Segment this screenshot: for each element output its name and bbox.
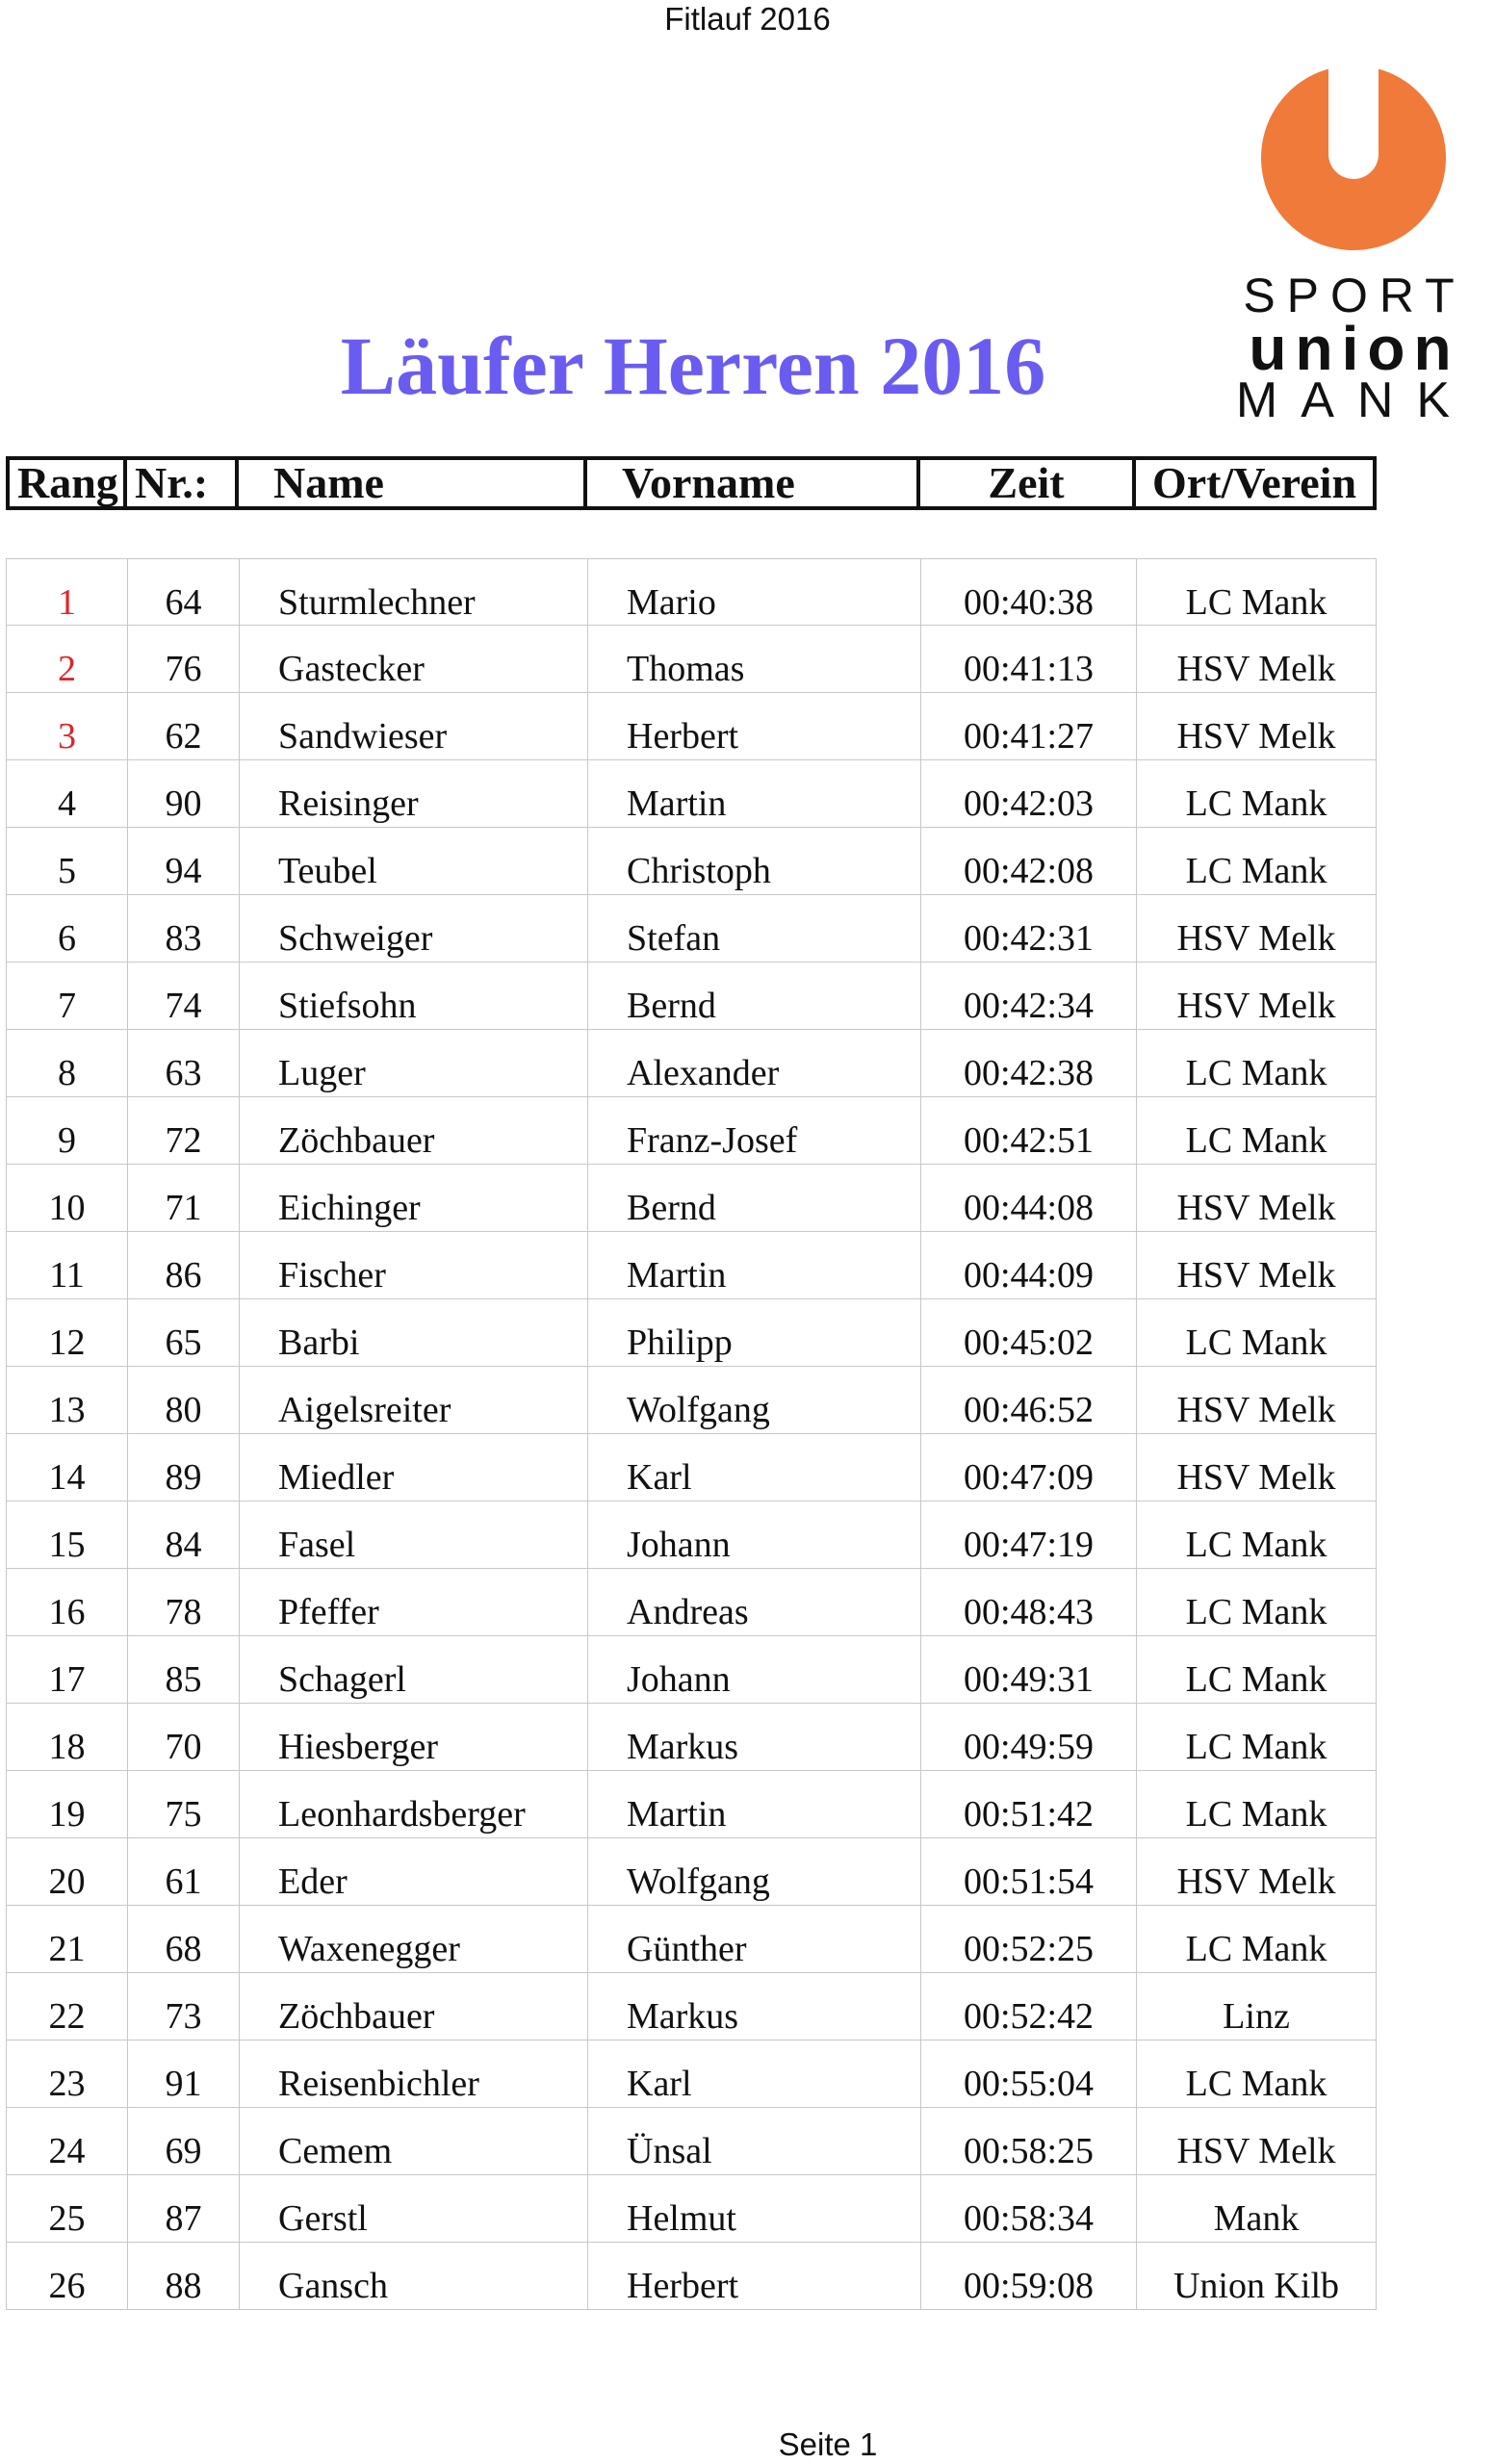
zeit-cell: 00:47:09 — [920, 1434, 1136, 1501]
table-row — [6, 760, 1377, 828]
nr-cell: 62 — [127, 693, 239, 759]
table-header — [6, 456, 1377, 510]
table-row — [6, 1097, 1377, 1165]
vorname-cell: Wolfgang — [587, 1838, 920, 1905]
rank-cell: 7 — [6, 962, 127, 1029]
rank-cell: 9 — [6, 1097, 127, 1164]
ort-cell: LC Mank — [1136, 1906, 1377, 1972]
ort-cell: LC Mank — [1136, 828, 1377, 894]
rank-cell: 10 — [6, 1165, 127, 1231]
name-cell: Gastecker — [239, 626, 587, 692]
ort-cell: LC Mank — [1136, 1299, 1377, 1366]
vorname-cell: Markus — [587, 1973, 920, 2040]
ort-cell: LC Mank — [1136, 1569, 1377, 1635]
vorname-cell: Günther — [587, 1906, 920, 1972]
table-row — [6, 1502, 1377, 1569]
table-row — [6, 1569, 1377, 1636]
ort-cell: HSV Melk — [1136, 693, 1377, 759]
vorname-cell: Philipp — [587, 1299, 920, 1366]
rank-cell: 14 — [6, 1434, 127, 1501]
name-cell: Cemem — [239, 2108, 587, 2174]
rank-cell: 5 — [6, 828, 127, 894]
vorname-cell: Herbert — [587, 693, 920, 759]
ort-cell: HSV Melk — [1136, 626, 1377, 692]
ort-cell: HSV Melk — [1136, 1434, 1377, 1501]
logo-mank-text: MANK — [1235, 372, 1474, 428]
vorname-cell: Johann — [587, 1502, 920, 1568]
zeit-cell: 00:58:34 — [920, 2175, 1136, 2242]
ort-cell: Mank — [1136, 2175, 1377, 2242]
name-cell: Barbi — [239, 1299, 587, 1366]
zeit-cell: 00:44:08 — [920, 1165, 1136, 1231]
table-row — [6, 558, 1377, 626]
table-row — [6, 2175, 1377, 2243]
table-row — [6, 626, 1377, 693]
vorname-cell: Thomas — [587, 626, 920, 692]
nr-cell: 87 — [127, 2175, 239, 2242]
rank-cell: 25 — [6, 2175, 127, 2242]
vorname-cell: Bernd — [587, 962, 920, 1029]
vorname-cell: Markus — [587, 1704, 920, 1770]
rank-cell: 26 — [6, 2243, 127, 2309]
table-row — [6, 1636, 1377, 1704]
rank-cell: 2 — [6, 626, 127, 692]
name-cell: Hiesberger — [239, 1704, 587, 1770]
name-cell: Gansch — [239, 2243, 587, 2309]
table-row — [6, 1232, 1377, 1299]
name-cell: Zöchbauer — [239, 1097, 587, 1164]
vorname-cell: Christoph — [587, 828, 920, 894]
vorname-cell: Karl — [587, 1434, 920, 1501]
zeit-cell: 00:40:38 — [920, 559, 1136, 626]
logo-union-text: union — [1249, 314, 1460, 383]
zeit-cell: 00:49:59 — [920, 1704, 1136, 1770]
ort-cell: HSV Melk — [1136, 1367, 1377, 1433]
nr-cell: 94 — [127, 828, 239, 894]
vorname-cell: Franz-Josef — [587, 1097, 920, 1164]
rank-cell: 8 — [6, 1030, 127, 1096]
name-cell: Miedler — [239, 1434, 587, 1501]
rank-cell: 4 — [6, 760, 127, 827]
nr-cell: 71 — [127, 1165, 239, 1231]
table-row — [6, 2243, 1377, 2310]
rank-cell: 3 — [6, 693, 127, 759]
zeit-cell: 00:42:51 — [920, 1097, 1136, 1164]
zeit-cell: 00:42:38 — [920, 1030, 1136, 1096]
vorname-cell: Herbert — [587, 2243, 920, 2309]
name-cell: Fasel — [239, 1502, 587, 1568]
table-row — [6, 1367, 1377, 1434]
nr-cell: 74 — [127, 962, 239, 1029]
table-row — [6, 1434, 1377, 1502]
name-cell: Luger — [239, 1030, 587, 1096]
nr-cell: 78 — [127, 1569, 239, 1635]
vorname-cell: Wolfgang — [587, 1367, 920, 1433]
ort-cell: LC Mank — [1136, 1502, 1377, 1568]
union-u-logo-icon — [1257, 65, 1450, 250]
nr-cell: 84 — [127, 1502, 239, 1568]
column-header-nr: Nr.: — [127, 460, 239, 506]
zeit-cell: 00:47:19 — [920, 1502, 1136, 1568]
name-cell: Gerstl — [239, 2175, 587, 2242]
column-header-name: Name — [239, 460, 587, 506]
table-row — [6, 1299, 1377, 1367]
vorname-cell: Bernd — [587, 1165, 920, 1231]
zeit-cell: 00:46:52 — [920, 1367, 1136, 1433]
name-cell: Reisinger — [239, 760, 587, 827]
nr-cell: 86 — [127, 1232, 239, 1298]
zeit-cell: 00:41:27 — [920, 693, 1136, 759]
vorname-cell: Martin — [587, 1232, 920, 1298]
zeit-cell: 00:55:04 — [920, 2040, 1136, 2107]
nr-cell: 64 — [127, 559, 239, 626]
page-header: Fitlauf 2016 — [664, 1, 831, 37]
table-row — [6, 828, 1377, 895]
table-row — [6, 962, 1377, 1030]
ort-cell: LC Mank — [1136, 1704, 1377, 1770]
name-cell: Fischer — [239, 1232, 587, 1298]
rank-cell: 18 — [6, 1704, 127, 1770]
rank-cell: 19 — [6, 1771, 127, 1837]
nr-cell: 91 — [127, 2040, 239, 2107]
results-table — [6, 558, 1377, 2310]
nr-cell: 75 — [127, 1771, 239, 1837]
name-cell: Zöchbauer — [239, 1973, 587, 2040]
nr-cell: 72 — [127, 1097, 239, 1164]
rank-cell: 6 — [6, 895, 127, 962]
table-row — [6, 895, 1377, 962]
zeit-cell: 00:52:42 — [920, 1973, 1136, 2040]
zeit-cell: 00:59:08 — [920, 2243, 1136, 2309]
name-cell: Schweiger — [239, 895, 587, 962]
ort-cell: LC Mank — [1136, 2040, 1377, 2107]
rank-cell: 20 — [6, 1838, 127, 1905]
table-row — [6, 1838, 1377, 1906]
rank-cell: 1 — [6, 559, 127, 626]
name-cell: Pfeffer — [239, 1569, 587, 1635]
nr-cell: 89 — [127, 1434, 239, 1501]
rank-cell: 11 — [6, 1232, 127, 1298]
ort-cell: LC Mank — [1136, 1636, 1377, 1703]
table-row — [6, 2108, 1377, 2175]
ort-cell: LC Mank — [1136, 1771, 1377, 1837]
nr-cell: 70 — [127, 1704, 239, 1770]
vorname-cell: Mario — [587, 559, 920, 626]
ort-cell: HSV Melk — [1136, 962, 1377, 1029]
table-row — [6, 1704, 1377, 1771]
rank-cell: 24 — [6, 2108, 127, 2174]
zeit-cell: 00:42:08 — [920, 828, 1136, 894]
vorname-cell: Karl — [587, 2040, 920, 2107]
vorname-cell: Alexander — [587, 1030, 920, 1096]
vorname-cell: Stefan — [587, 895, 920, 962]
zeit-cell: 00:58:25 — [920, 2108, 1136, 2174]
name-cell: Teubel — [239, 828, 587, 894]
nr-cell: 85 — [127, 1636, 239, 1703]
name-cell: Sandwieser — [239, 693, 587, 759]
column-header-zeit: Zeit — [920, 460, 1136, 506]
rank-cell: 15 — [6, 1502, 127, 1568]
table-row — [6, 2040, 1377, 2108]
name-cell: Schagerl — [239, 1636, 587, 1703]
table-row — [6, 1165, 1377, 1232]
name-cell: Stiefsohn — [239, 962, 587, 1029]
name-cell: Waxenegger — [239, 1906, 587, 1972]
nr-cell: 68 — [127, 1906, 239, 1972]
ort-cell: HSV Melk — [1136, 2108, 1377, 2174]
table-row — [6, 1973, 1377, 2040]
zeit-cell: 00:45:02 — [920, 1299, 1136, 1366]
zeit-cell: 00:42:03 — [920, 760, 1136, 827]
nr-cell: 65 — [127, 1299, 239, 1366]
zeit-cell: 00:41:13 — [920, 626, 1136, 692]
name-cell: Eder — [239, 1838, 587, 1905]
ort-cell: HSV Melk — [1136, 895, 1377, 962]
rank-cell: 23 — [6, 2040, 127, 2107]
name-cell: Aigelsreiter — [239, 1367, 587, 1433]
ort-cell: LC Mank — [1136, 1097, 1377, 1164]
column-header-vorname: Vorname — [587, 460, 920, 506]
rank-cell: 13 — [6, 1367, 127, 1433]
vorname-cell: Martin — [587, 1771, 920, 1837]
nr-cell: 83 — [127, 895, 239, 962]
nr-cell: 73 — [127, 1973, 239, 2040]
zeit-cell: 00:51:54 — [920, 1838, 1136, 1905]
zeit-cell: 00:48:43 — [920, 1569, 1136, 1635]
ort-cell: HSV Melk — [1136, 1232, 1377, 1298]
ort-cell: LC Mank — [1136, 559, 1377, 626]
table-row — [6, 1030, 1377, 1097]
rank-cell: 17 — [6, 1636, 127, 1703]
table-row — [6, 1771, 1377, 1838]
zeit-cell: 00:51:42 — [920, 1771, 1136, 1837]
vorname-cell: Johann — [587, 1636, 920, 1703]
page-footer: Seite 1 — [778, 2426, 878, 2462]
name-cell: Reisenbichler — [239, 2040, 587, 2107]
zeit-cell: 00:42:34 — [920, 962, 1136, 1029]
nr-cell: 88 — [127, 2243, 239, 2309]
nr-cell: 61 — [127, 1838, 239, 1905]
zeit-cell: 00:44:09 — [920, 1232, 1136, 1298]
rank-cell: 22 — [6, 1973, 127, 2040]
vorname-cell: Helmut — [587, 2175, 920, 2242]
zeit-cell: 00:42:31 — [920, 895, 1136, 962]
rank-cell: 12 — [6, 1299, 127, 1366]
logo-sport-text: SPORT — [1243, 269, 1466, 322]
nr-cell: 76 — [127, 626, 239, 692]
page-title: Läufer Herren 2016 — [340, 320, 1046, 412]
nr-cell: 63 — [127, 1030, 239, 1096]
ort-cell: HSV Melk — [1136, 1838, 1377, 1905]
ort-cell: LC Mank — [1136, 760, 1377, 827]
column-header-rank: Rang — [10, 460, 127, 506]
ort-cell: Linz — [1136, 1973, 1377, 2040]
nr-cell: 80 — [127, 1367, 239, 1433]
ort-cell: LC Mank — [1136, 1030, 1377, 1096]
rank-cell: 21 — [6, 1906, 127, 1972]
table-row — [6, 693, 1377, 760]
vorname-cell: Martin — [587, 760, 920, 827]
ort-cell: Union Kilb — [1136, 2243, 1377, 2309]
nr-cell: 90 — [127, 760, 239, 827]
name-cell: Eichinger — [239, 1165, 587, 1231]
name-cell: Leonhardsberger — [239, 1771, 587, 1837]
vorname-cell: Ünsal — [587, 2108, 920, 2174]
table-row — [6, 1906, 1377, 1973]
column-header-ort: Ort/Verein — [1151, 458, 1357, 507]
zeit-cell: 00:49:31 — [920, 1636, 1136, 1703]
ort-cell: HSV Melk — [1136, 1165, 1377, 1231]
vorname-cell: Andreas — [587, 1569, 920, 1635]
nr-cell: 69 — [127, 2108, 239, 2174]
zeit-cell: 00:52:25 — [920, 1906, 1136, 1972]
name-cell: Sturmlechner — [239, 559, 587, 626]
rank-cell: 16 — [6, 1569, 127, 1635]
